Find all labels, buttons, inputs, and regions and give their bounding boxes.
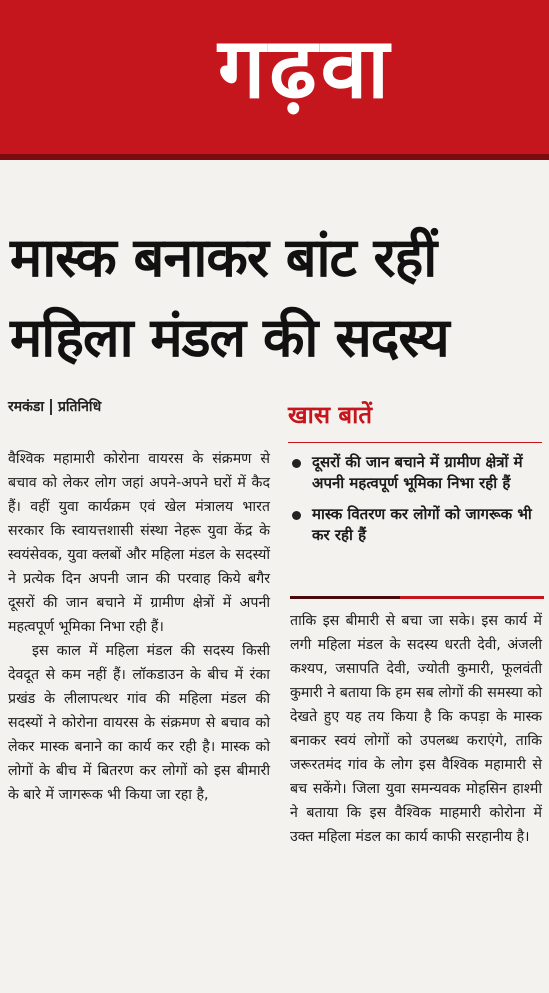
article-column-right: [290, 609, 542, 849]
masthead-banner: [0, 0, 549, 160]
highlights-bottom-rule: [290, 596, 544, 599]
paragraph-1: वैश्विक महामारी कोरोना वायरस के संक्रमण से बचाव को लेकर लोग जहां अपने-अपने घरों में कैद हैं। वहीं युवा कार्यक्रम एवं खेल मंत्रालय भारत सरकार कि स्वायत्तशासी संस्था नेहरू युवा केंद्र के स्वयंसेवक, युवा क्लबों और महिला मंडल के सदस्यों ने प्रत्येक दिन अपनी जान की परवाह किये बगैर दूसरों की जान बचाने में ग्रामीण क्षेत्रों में अपनी महत्वपूर्ण भूमिका निभा रही हैं।: [8, 451, 270, 635]
headline: मास्क बनाकर बांट रहीं महिला मंडल की सदस्य: [10, 226, 449, 369]
article-column-left: [8, 447, 270, 807]
highlight-text: दूसरों की जान बचाने में ग्रामीण क्षेत्रों में अपनी महत्वपूर्ण भूमिका निभा रही हैं: [312, 453, 523, 492]
byline: [8, 397, 101, 416]
byline-role: प्रतिनिधि: [57, 399, 102, 415]
section-title: गढ़वा: [218, 19, 394, 117]
highlight-item: [290, 504, 544, 546]
highlights-list: [290, 452, 544, 556]
highlight-item: [290, 452, 544, 494]
bullet-icon: [292, 511, 301, 520]
highlight-text: मास्क वितरण कर लोगों को जागरूक भी कर रही हैं: [312, 505, 532, 544]
highlights-heading: खास बातें: [288, 401, 373, 429]
paragraph-3: ताकि इस बीमारी से बचा जा सके। इस कार्य में लगी महिला मंडल के सदस्य धरती देवी, अंजली कश्यप, जसापति देवी, ज्योती कुमारी, फूलवंती कुमारी ने बताया कि हम सब लोगों की समस्या को देखते हुए यह तय किया है कि कपड़ा के मास्क बनाकर स्वयं लोगों को उपलब्ध कराएंगे, ताकि जरूरतमंद गांव के लोग इस वैश्विक महामारी से बच सकेंगे। जिला युवा समन्यवक मोहसिन हाश्मी ने बताया कि इस वैश्विक माहमारी कोरोना में उक्त महिला मंडल का कार्य काफी सरहानीय है।: [290, 613, 542, 845]
byline-place: रमकंडा: [8, 399, 44, 415]
bullet-icon: [292, 459, 301, 468]
highlights-top-rule: [288, 442, 542, 443]
byline-divider: [50, 399, 52, 415]
paragraph-2: इस काल में महिला मंडल की सदस्य किसी देवदूत से कम नहीं हैं। लॉकडाउन के बीच में रंका प्रखंड के लीलापत्थर गांव की महिला मंडल की सदस्यों ने कोरोना वायरस के संक्रमण से बचाव को लेकर मास्क बनाने का कार्य कर रही है। मास्क को लोगों के बीच में बितरण कर लोगों को इस बीमारी के बारे में जागरूक भी किया जा रहा है,: [8, 643, 270, 803]
